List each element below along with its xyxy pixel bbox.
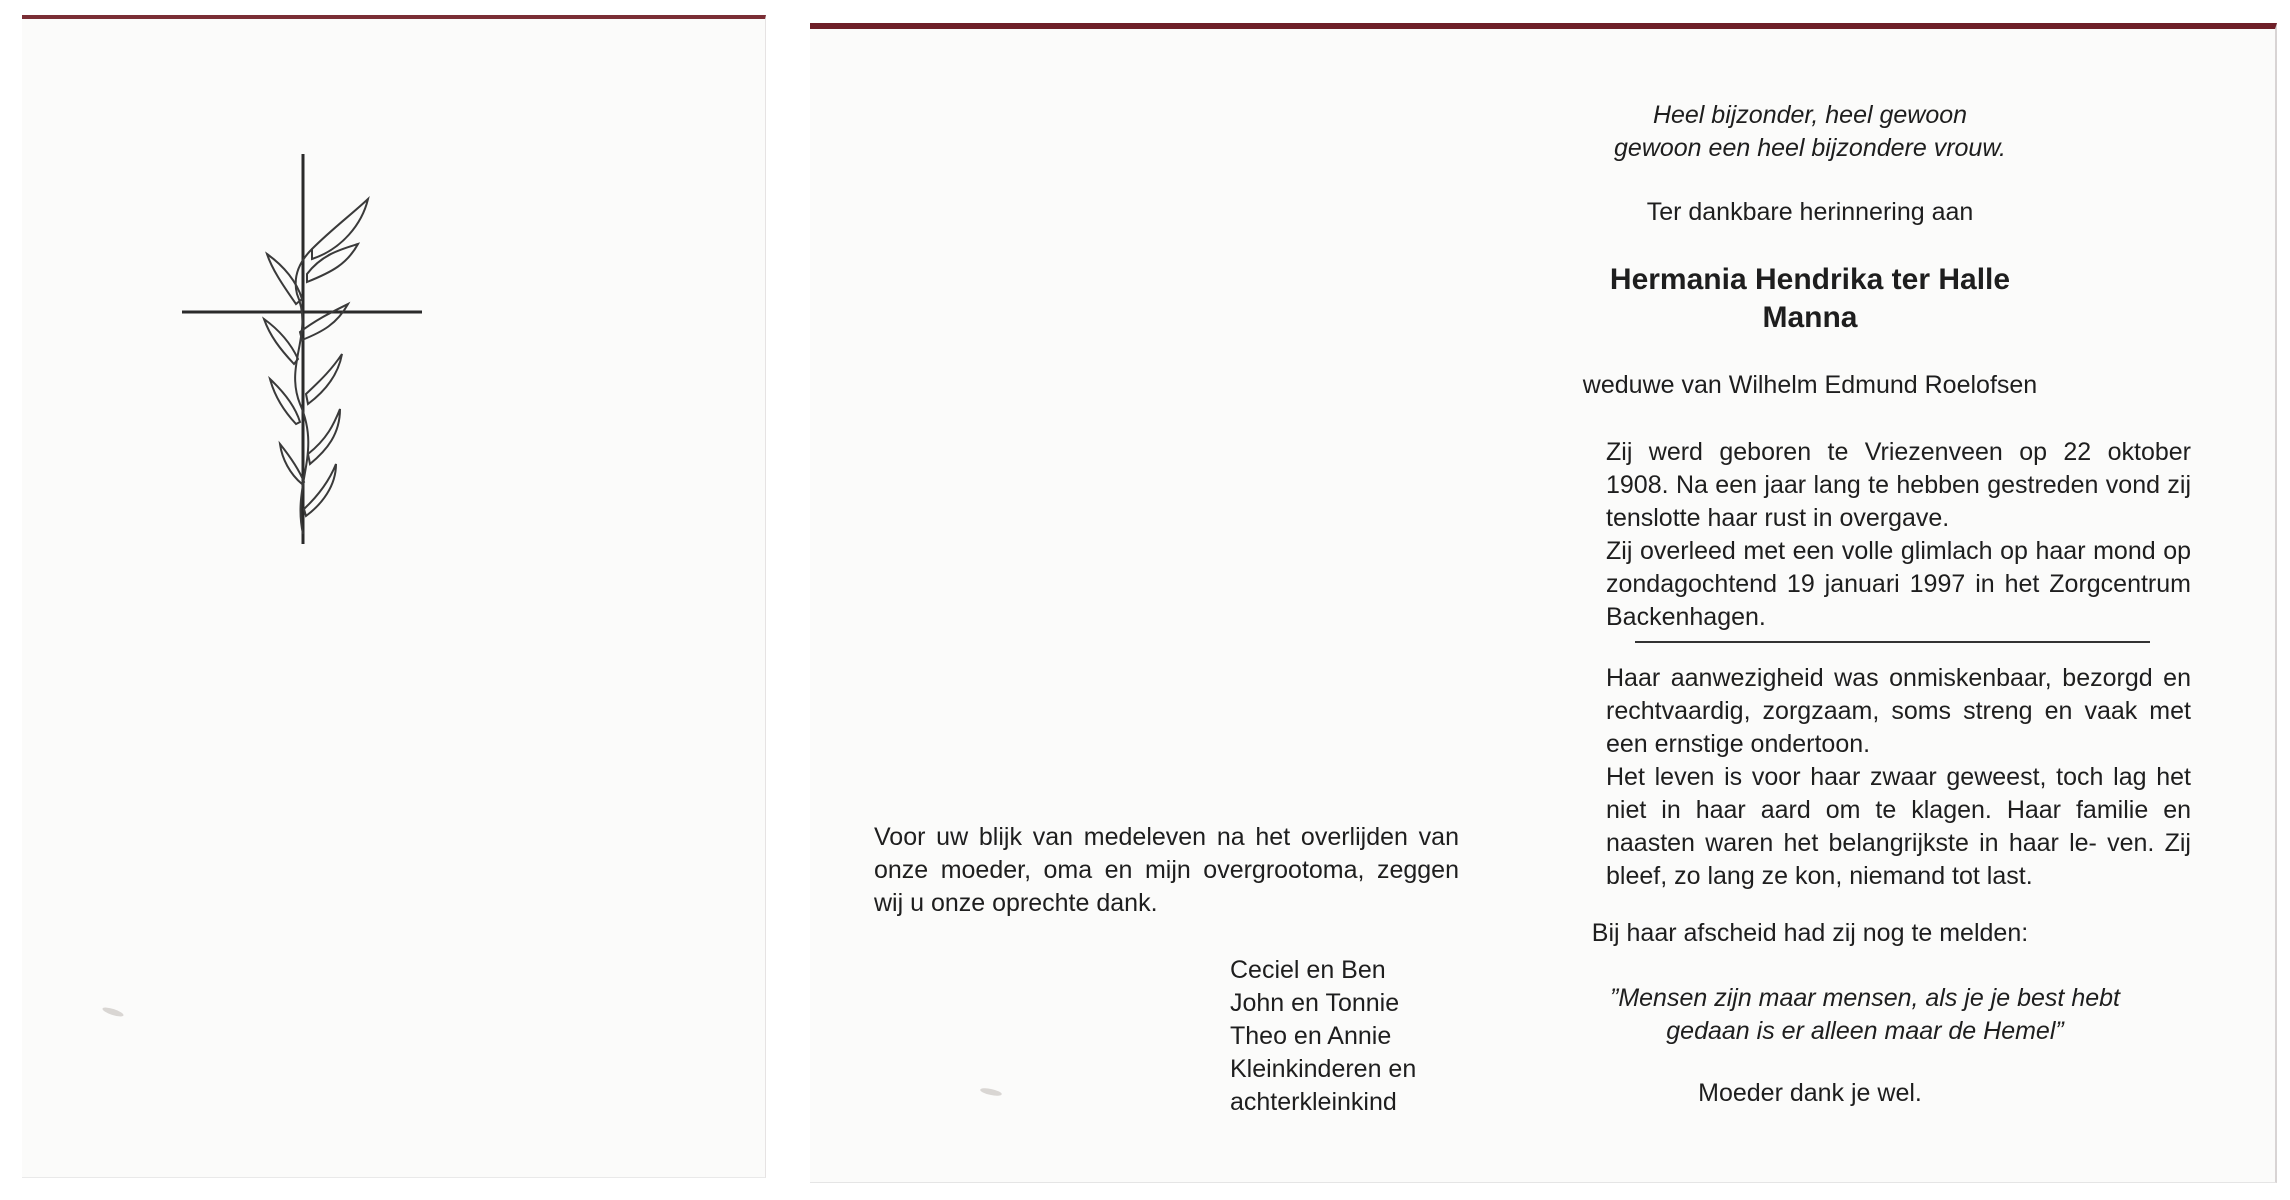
character-text: Haar aanwezigheid was onmiskenbaar, bezorgd en rechtvaardig, zorgzaam, soms streng en vaak met een ernstige ondertoon. — [1606, 664, 2191, 758]
family-member: John en Tonnie — [1230, 989, 1400, 1017]
farewell-quote: ”Mensen zijn maar mensen, als je je best hebt gedaan is er alleen maar de Hemel” — [1610, 984, 2120, 1045]
divider-line — [1635, 641, 2150, 643]
family-member: Kleinkinderen en — [1230, 1055, 1417, 1083]
motto — [1560, 99, 2060, 165]
character-block — [1606, 662, 2191, 893]
remembrance-intro: Ter dankbare herinnering aan — [1646, 198, 1974, 226]
death-text: Zij overleed met een volle glimlach op haar mond op zondagochtend 19 januari 1997 in het Zorgcentrum Backenhagen. — [1606, 537, 2191, 631]
gratitude-text: Voor uw blijk van medeleven na het overlijden van onze moeder, oma en mijn overgrootoma, zeggen wij u onze oprechte dank. — [874, 823, 1459, 917]
card-front-cover — [22, 15, 766, 1178]
motto-line-1: Heel bijzonder, heel gewoon — [1652, 101, 1968, 129]
family-member: Ceciel en Ben — [1230, 956, 1386, 984]
family-member: Theo en Annie — [1230, 1022, 1392, 1050]
paper-speck — [102, 1006, 125, 1019]
family-signatures — [1230, 954, 1530, 1119]
cross-with-palm-branch-icon — [172, 154, 432, 554]
widow-line: weduwe van Wilhelm Edmund Roelofsen — [1582, 371, 2038, 399]
closing-line: Moeder dank je wel. — [1698, 1079, 1922, 1107]
deceased-name — [1560, 261, 2060, 337]
deceased-nickname: Manna — [1762, 301, 1858, 334]
motto-line-2: gewoon een heel bijzondere vrouw. — [1614, 134, 2006, 162]
biography-text: Zij werd geboren te Vriezenveen op 22 oktober 1908. Na een jaar lang te hebben gestreden vond zij tenslotte haar rust in overgave. — [1606, 438, 2191, 532]
biography-block — [1606, 436, 2191, 634]
life-text: Het leven is voor haar zwaar geweest, toch lag het niet in haar aard om te klagen. Haar familie en naasten waren het belangrijkste in haar le- ven. Zij bleef, zo lang ze kon, niemand tot last. — [1606, 763, 2191, 890]
card-inner-spread — [810, 23, 2277, 1183]
family-member: achterkleinkind — [1230, 1088, 1397, 1116]
deceased-full-name: Hermania Hendrika ter Halle — [1609, 263, 2011, 296]
paper-speck — [980, 1087, 1003, 1097]
farewell-intro: Bij haar afscheid had zij nog te melden: — [1591, 919, 2029, 947]
